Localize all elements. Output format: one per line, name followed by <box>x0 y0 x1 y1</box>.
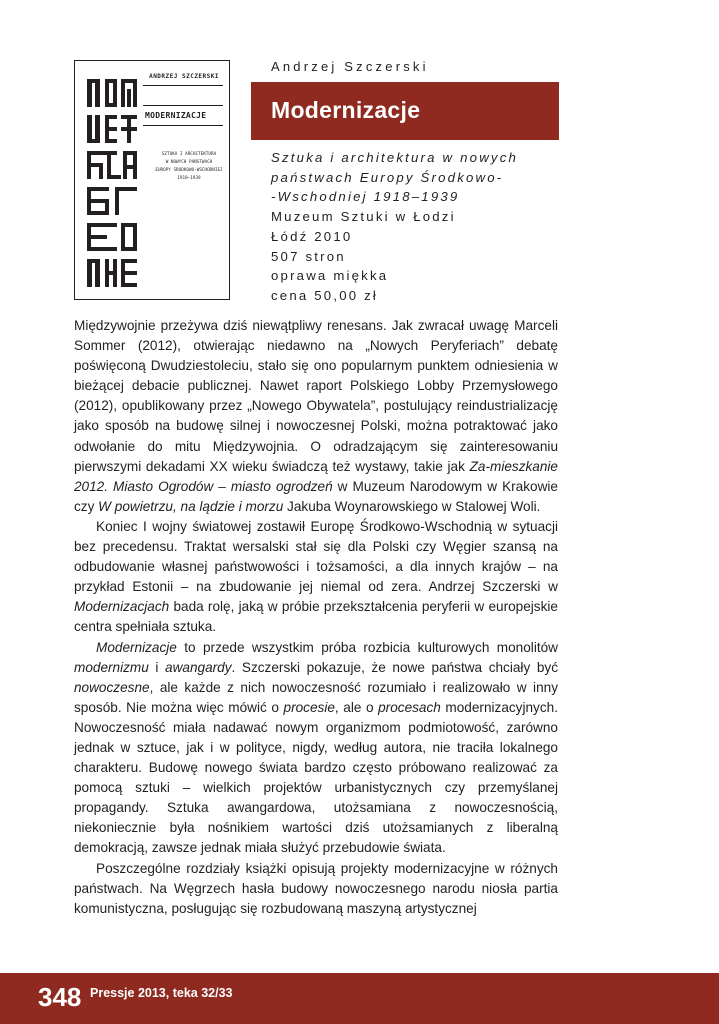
place-year: Łódź 2010 <box>271 228 353 244</box>
text-run: to przede wszystkim próba rozbicia kulturowych monolitów <box>176 639 558 655</box>
italic-text: W powietrzu, na lądzie i morzu <box>98 498 284 514</box>
cover-subtitle-line: EUROPY ŚRODKOWO-WSCHODNIEJ <box>155 168 223 173</box>
cover-glyphs <box>87 79 139 289</box>
paragraph <box>74 517 558 638</box>
cover-subtitle-line: W NOWYCH PAŃSTWACH <box>165 160 213 165</box>
book-metadata <box>271 148 561 306</box>
italic-text: Modernizacjach <box>74 599 170 615</box>
text-run: Poszczególne rozdziały książki opisują projekty modernizacyjne w różnych państwach. Na Węgrzech hasła budowy nowoczesnego narodu niosła partia komunistyczna, posługując się rozbudowaną maszyną artystycznej <box>74 860 558 916</box>
text-run: . Szczerski pokazuje, że nowe państwa chciały być <box>231 659 558 675</box>
italic-text: Za-mieszkanie 2012. Miasto Ogrodów – miasto ogrodzeń <box>74 458 558 494</box>
text-run: Koniec I wojny światowej zostawił Europę Środkowo-Wschodnią w sytuacji bez precedensu. Traktat wersalski stał się dla Polski czy Węgier szansą na odbudowanie własnej państwowości i tożsamości, a dla innych krajów – na przykład Estonii – na zbudowanie jej niemal od zera. Andrzej Szczerski w <box>74 518 558 595</box>
cover-author: ANDRZEJ SZCZERSKI <box>149 73 219 80</box>
book-author: Andrzej Szczerski <box>271 59 429 74</box>
page-footer <box>0 973 719 1024</box>
binding: oprawa miękka <box>271 268 389 284</box>
cover-subtitle-line: SZTUKA I ARCHITEKTURA <box>161 152 217 157</box>
italic-text: Modernizacje <box>96 639 177 655</box>
italic-text: nowoczesne <box>74 679 150 695</box>
title-banner <box>251 82 559 140</box>
text-run: i <box>148 659 166 675</box>
text-run: Jakuba Woynarowskiego w Stalowej Woli. <box>283 498 541 514</box>
italic-text: awangardy <box>165 659 232 675</box>
paragraph <box>74 859 558 919</box>
text-run: Międzywojnie przeżywa dziś niewątpliwy renesans. Jak zwracał uwagę Marceli Sommer (2012), otwierając niedawno na „Nowych Peryferiach” debatę poświęconą Dwudziestoleciu, stało się ono popularnym punktem odniesienia w bieżącej debacie publicznej. Nawet raport Polskiego Lobby Przemysłowego (2012), opublikowany przez „Nowego Obywatela”, postulujący reindustrializację jako sposób na budowę silnej i nowoczesnej Polski, można potraktować jako odwołanie do mitu Międzywojnia. O odradzającym się zainteresowaniu pierwszymi dekadami XX wieku świadczą też wystawy, takie jak <box>74 318 558 474</box>
text-run: modernizacyjnych. Nowoczesność miała nadawać nowym organizmom podmiotowość, zarówno jednak w sztuce, jak i w polityce, nigdy, według autora, nie traciła lokalnego charakteru. Budowę nowego świata bardzo często próbowano realizować za pomocą sztuki – wielkich projektów urbanistycznych czy przemyślanej propagandy. Sztuka awangardowa, utożsamiana z nowoczesnością, niekoniecznie była nośnikiem wartości dziś utożsamianych z liberalną demokracją, zawsze jednak miała służyć przebudowie świata. <box>74 699 558 856</box>
text-run: bada rolę, jaką w próbie przekształcenia peryferii w europejskie centra spełniała sztuka. <box>74 599 558 635</box>
cover-rule <box>143 125 223 126</box>
page-count: 507 stron <box>271 248 346 264</box>
text-run: , ale każde z nich nowoczesność rozumiało i realizowało w inny sposób. Nie można więc mówić o <box>74 679 558 715</box>
cover-subtitle-line: 1918–1939 <box>177 176 201 181</box>
publication-source: Pressje 2013, teka 32/33 <box>90 986 233 1000</box>
price: cena 50,00 zł <box>271 287 379 303</box>
italic-text: procesie <box>283 699 335 715</box>
review-body <box>74 316 558 919</box>
cover-subtitle <box>149 151 229 183</box>
text-run: , ale o <box>334 699 379 715</box>
cover-title: MODERNIZACJE <box>145 111 207 120</box>
italic-text: modernizmu <box>74 659 149 675</box>
cover-rule <box>143 85 223 86</box>
paragraph <box>74 638 558 859</box>
book-subtitle-line: -Wschodniej 1918–1939 <box>271 189 460 205</box>
book-cover <box>74 60 230 300</box>
book-title: Modernizacje <box>271 97 421 123</box>
cover-rule <box>143 105 223 106</box>
page-number: 348 <box>38 982 82 1012</box>
text-run: w Muzeum Narodowym w Krakowie czy <box>74 478 558 514</box>
paragraph <box>74 316 558 517</box>
book-subtitle-line: państwach Europy Środkowo- <box>271 169 504 185</box>
publisher: Muzeum Sztuki w Łodzi <box>271 209 456 225</box>
italic-text: procesach <box>378 699 441 715</box>
book-subtitle-line: Sztuka i architektura w nowych <box>271 150 519 165</box>
